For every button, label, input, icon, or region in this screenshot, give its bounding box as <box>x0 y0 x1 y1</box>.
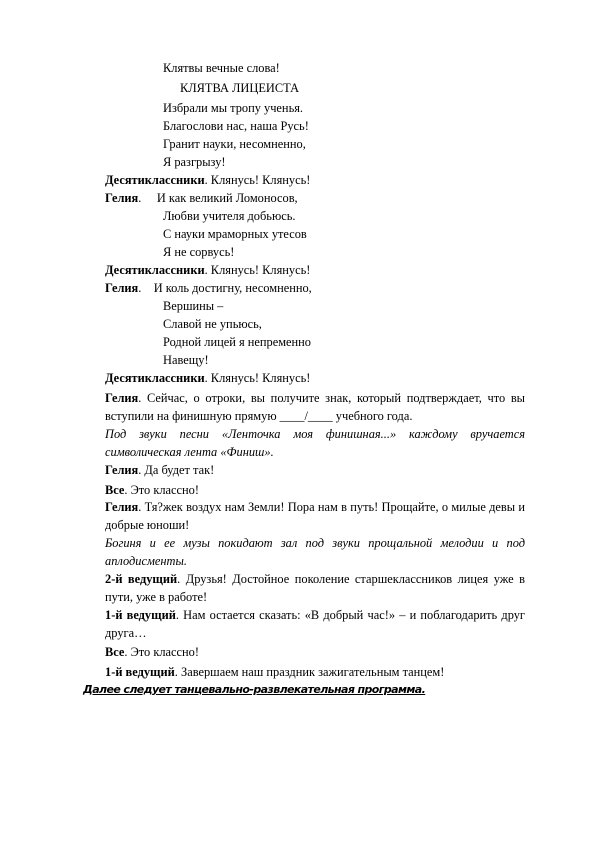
stanza3-line: Вершины – <box>163 299 224 313</box>
speaker-name: Гелия <box>105 500 139 514</box>
speaker-name: 2-й ведущий <box>105 572 178 586</box>
speaker-name: Гелия <box>105 391 139 405</box>
speaker-text: . Тя?жек воздух нам Земли! Пора нам в путь! Прощайте, о милые девы и добрые юноши! <box>105 500 525 532</box>
speaker-text: . Нам остается сказать: «В добрый час!» – и поблагодарить друг друга… <box>105 608 525 640</box>
speaker-name: Десятиклассники <box>105 371 205 385</box>
stanza3-line: Славой не упьюсь, <box>163 317 262 331</box>
stanza3-line: Навещу! <box>163 353 209 367</box>
all-line <box>105 482 199 498</box>
speaker-text: . Завершаем наш праздник зажигательным танцем! <box>174 665 445 679</box>
speaker-name: 1-й ведущий <box>105 665 175 679</box>
gelia-paragraph <box>105 389 525 425</box>
stanza1-line: Избрали мы тропу ученья. <box>163 101 304 115</box>
speaker-text: . Друзья! Достойное поколение старшеклассников лицея уже в пути, уже в работе! <box>105 572 525 604</box>
speaker-name: Десятиклассники <box>105 173 205 187</box>
stanza2-line: Любви учителя добьюсь. <box>163 209 296 223</box>
stanza3-line: Родной лицей я непременно <box>163 335 312 349</box>
stanza2-line: Я не сорвусь! <box>163 245 235 259</box>
oath-title: КЛЯТВА ЛИЦЕИСТА <box>180 81 300 95</box>
host1-paragraph <box>105 606 525 642</box>
chorus-line <box>105 370 310 386</box>
stanza1-line: Благослови нас, наша Русь! <box>163 119 309 133</box>
speaker-name: Гелия <box>105 281 139 295</box>
all-line <box>105 644 199 660</box>
gelia-line <box>105 190 298 206</box>
host1-line <box>105 664 444 680</box>
poem-intro-line: Клятвы вечные слова! <box>163 61 280 75</box>
speaker-name: 1-й ведущий <box>105 608 176 622</box>
speaker-text: . Это классно! <box>124 483 199 497</box>
speaker-name: Все <box>105 483 125 497</box>
stanza1-line: Гранит науки, несомненно, <box>163 137 306 151</box>
speaker-text: . Клянусь! Клянусь! <box>204 371 311 385</box>
speaker-text: . Сейчас, о отроки, вы получите знак, который подтверждает, что вы вступили на финишную прямую ____/____ учебного года. <box>105 391 525 423</box>
chorus-line <box>105 262 310 278</box>
stanza2-line: С науки мраморных утесов <box>163 227 307 241</box>
stage-direction: Под звуки песни «Ленточка моя финишная...» каждому вручается символическая лента «Финиш». <box>105 427 525 459</box>
gelia-paragraph <box>105 498 525 534</box>
speaker-text: . Это классно! <box>124 645 199 659</box>
speaker-text: . Клянусь! Клянусь! <box>204 173 311 187</box>
chorus-line <box>105 172 310 188</box>
speaker-text: . И коль достигну, несомненно, <box>138 281 312 295</box>
speaker-text: . Клянусь! Клянусь! <box>204 263 311 277</box>
speaker-text: . И как великий Ломоносов, <box>138 191 298 205</box>
gelia-line <box>105 280 312 296</box>
speaker-name: Десятиклассники <box>105 263 205 277</box>
host2-paragraph <box>105 570 525 606</box>
speaker-name: Гелия <box>105 463 139 477</box>
speaker-name: Гелия <box>105 191 139 205</box>
final-note: Далее следует танцевально-развлекательная программа. <box>83 683 426 696</box>
speaker-text: . Да будет так! <box>138 463 215 477</box>
stanza1-line: Я разгрызу! <box>163 155 226 169</box>
gelia-line <box>105 462 214 478</box>
speaker-name: Все <box>105 645 125 659</box>
stage-direction: Богиня и ее музы покидают зал под звуки прощальной мелодии и под аплодисменты. <box>105 536 525 568</box>
